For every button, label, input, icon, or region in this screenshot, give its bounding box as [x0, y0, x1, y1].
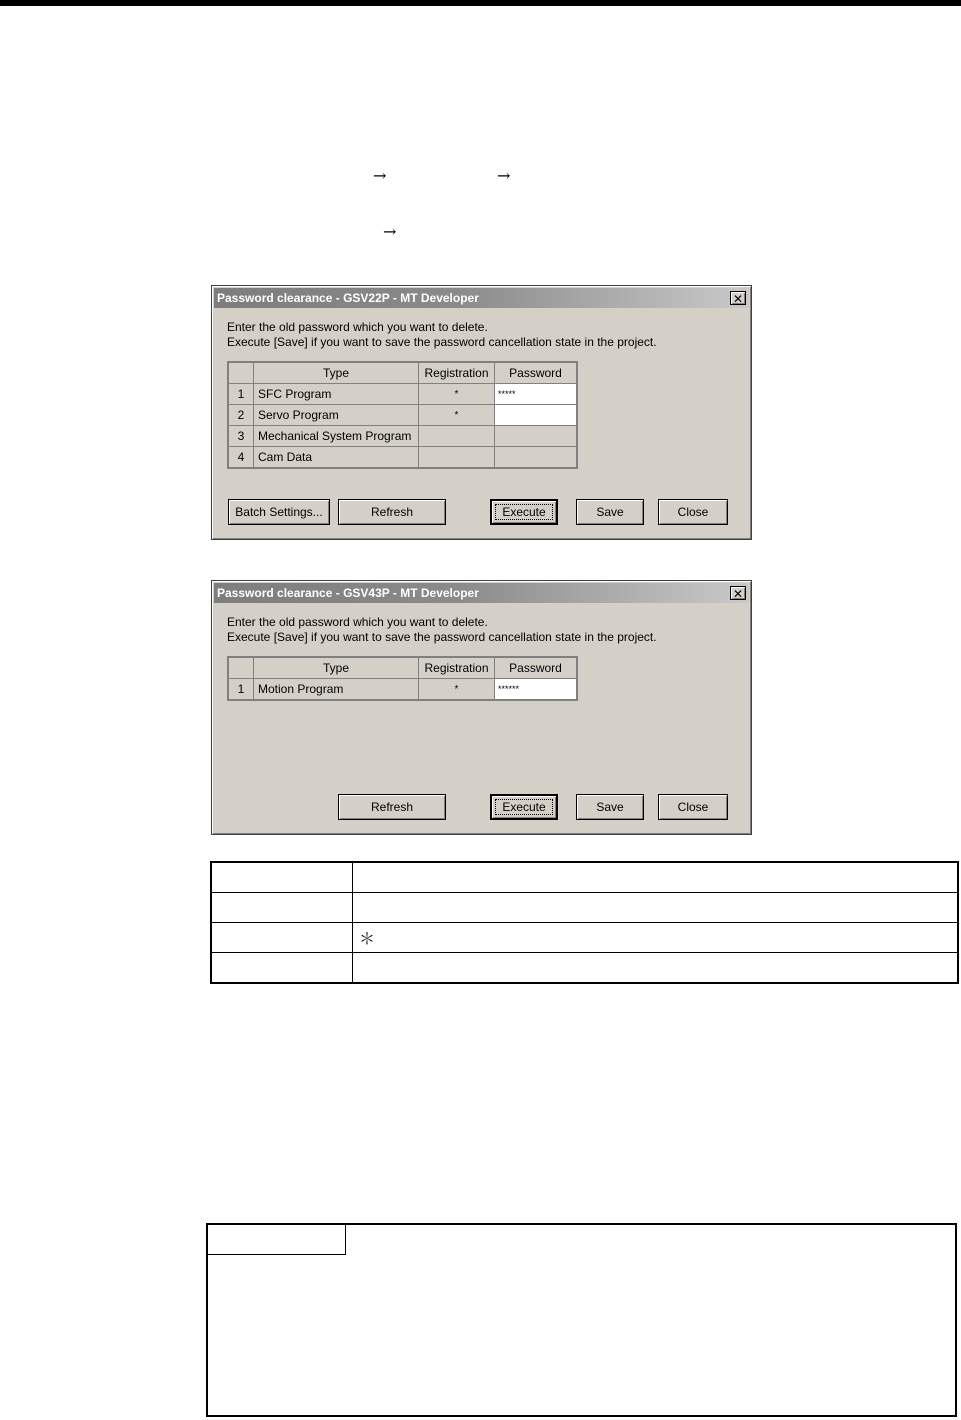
password-input[interactable]: ****** [495, 679, 578, 701]
row-number: 3 [228, 426, 254, 447]
close-button[interactable]: Close [658, 794, 728, 820]
table-cell [211, 923, 353, 953]
row-number: 2 [228, 405, 254, 426]
refresh-button[interactable]: Refresh [338, 794, 446, 820]
row-registration: * [419, 405, 495, 426]
refresh-button[interactable]: Refresh [338, 499, 446, 525]
password-grid [227, 656, 578, 701]
table-row [211, 923, 958, 953]
grid-corner-cell [228, 362, 254, 384]
close-button[interactable]: Close [658, 499, 728, 525]
table-cell [211, 862, 353, 893]
dialog-titlebar [214, 288, 749, 308]
instruction-line: Execute [Save] if you want to save the password cancellation state in the project. [227, 630, 657, 644]
menu-path-arrow: → [383, 222, 397, 241]
table-cell [353, 893, 959, 923]
grid-corner-cell [228, 657, 254, 679]
batch-settings-button[interactable]: Batch Settings... [228, 499, 330, 525]
table-row [228, 384, 577, 405]
save-button[interactable]: Save [576, 794, 644, 820]
password-clearance-dialog-gsv43p [211, 580, 752, 835]
row-type: Servo Program [254, 405, 419, 426]
execute-button[interactable] [490, 499, 558, 525]
instruction-line: Execute [Save] if you want to save the password cancellation state in the project. [227, 335, 657, 349]
table-row [228, 426, 577, 447]
column-header-type: Type [254, 362, 419, 384]
save-button[interactable]: Save [576, 499, 644, 525]
column-header-registration: Registration [419, 657, 495, 679]
password-input[interactable]: ***** [495, 384, 578, 405]
asterisk-mark: ＊ [359, 929, 376, 948]
menu-path-arrow: → [497, 166, 511, 185]
dialog-title: Password clearance - GSV22P - MT Developer [217, 291, 479, 305]
row-registration [419, 426, 495, 447]
dialog-titlebar [214, 583, 749, 603]
password-cell-disabled [495, 447, 578, 469]
execute-button-label: Execute [495, 799, 552, 815]
password-grid [227, 361, 578, 469]
table-cell [211, 893, 353, 923]
row-type: Mechanical System Program [254, 426, 419, 447]
table-cell [353, 923, 959, 953]
table-cell [211, 953, 353, 984]
table-row [228, 679, 577, 701]
dialog-title: Password clearance - GSV43P - MT Developer [217, 586, 479, 600]
password-clearance-dialog-gsv22p [211, 285, 752, 540]
point-box-tab [208, 1225, 346, 1255]
close-icon[interactable]: ✕ [730, 291, 746, 305]
row-registration: * [419, 679, 495, 701]
row-registration [419, 447, 495, 469]
table-row [211, 953, 958, 984]
execute-button[interactable] [490, 794, 558, 820]
column-header-type: Type [254, 657, 419, 679]
table-row [211, 893, 958, 923]
row-type: Cam Data [254, 447, 419, 469]
table-row [211, 862, 958, 893]
password-cell-disabled [495, 426, 578, 447]
column-header-registration: Registration [419, 362, 495, 384]
grid-header-row [228, 362, 577, 384]
execute-button-label: Execute [495, 504, 552, 520]
page-top-rule [0, 0, 961, 6]
column-header-password: Password [495, 362, 578, 384]
table-cell [353, 862, 959, 893]
description-table [210, 861, 959, 984]
grid-header-row [228, 657, 577, 679]
table-cell [353, 953, 959, 984]
close-icon[interactable]: ✕ [730, 586, 746, 600]
row-number: 1 [228, 384, 254, 405]
row-type: Motion Program [254, 679, 419, 701]
row-number: 4 [228, 447, 254, 469]
table-row [228, 447, 577, 469]
point-box [206, 1223, 957, 1417]
row-type: SFC Program [254, 384, 419, 405]
instruction-line: Enter the old password which you want to delete. [227, 320, 488, 334]
menu-path-arrow: → [373, 166, 387, 185]
row-registration: * [419, 384, 495, 405]
instruction-line: Enter the old password which you want to delete. [227, 615, 488, 629]
row-number: 1 [228, 679, 254, 701]
password-input[interactable] [495, 405, 578, 426]
column-header-password: Password [495, 657, 578, 679]
table-row [228, 405, 577, 426]
